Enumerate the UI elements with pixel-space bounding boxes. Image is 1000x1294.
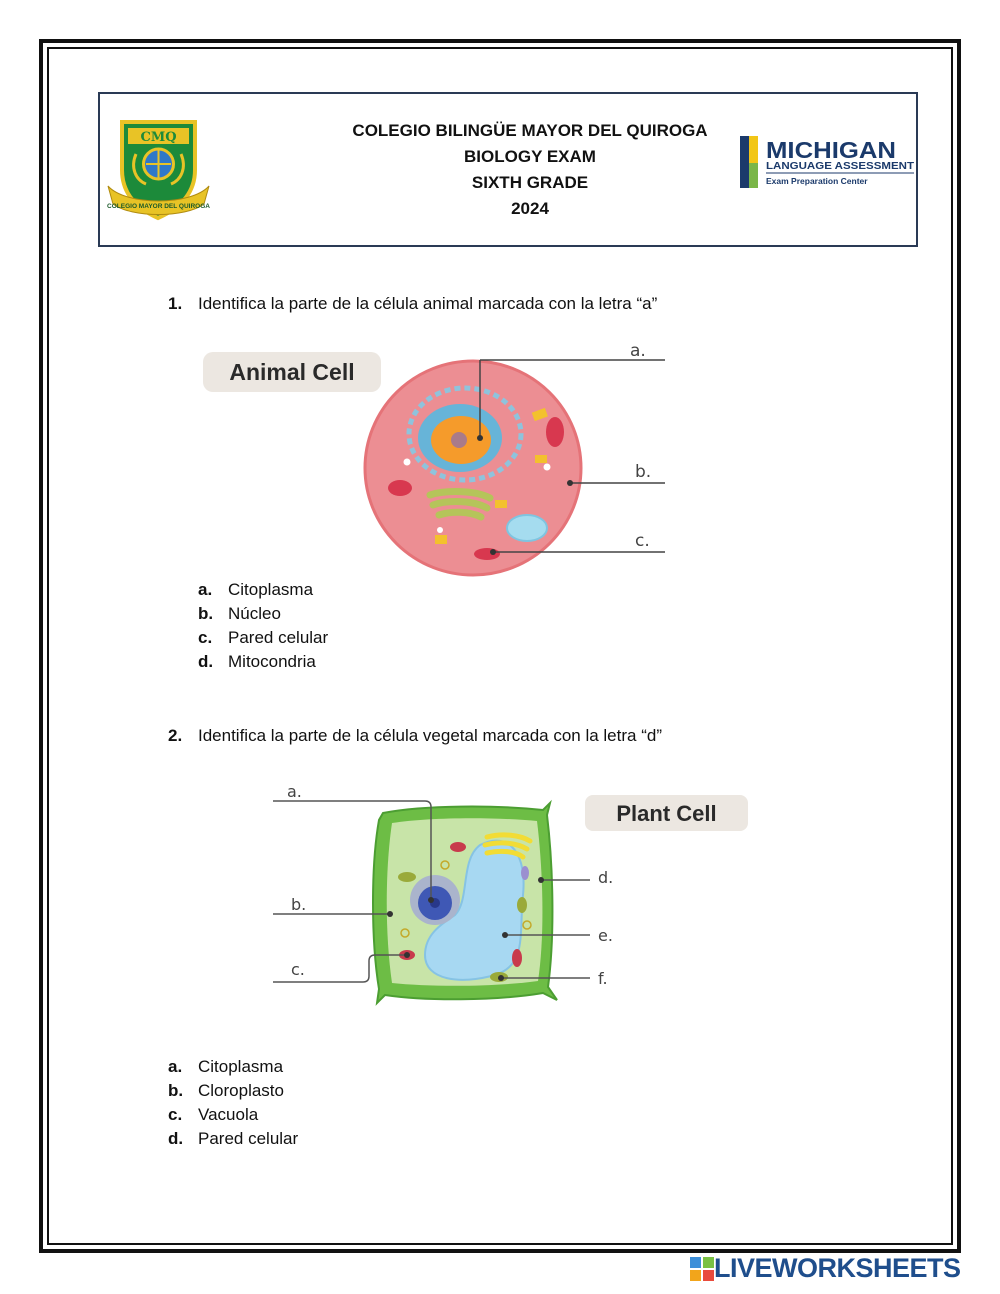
q1-option-a[interactable] — [198, 578, 328, 602]
q1-option-b[interactable] — [198, 602, 328, 626]
mitochondrion-1 — [546, 417, 564, 447]
q2-option-b-letter: b. — [168, 1081, 184, 1100]
q2-option-a-letter: a. — [168, 1057, 183, 1076]
school-crest-logo — [106, 118, 211, 226]
michigan-line1: MICHIGAN — [766, 137, 896, 163]
header-title-block — [250, 118, 810, 222]
animal-label-c: c. — [635, 531, 650, 551]
q1-option-a-letter: a. — [198, 580, 213, 599]
question-1-options — [198, 578, 328, 674]
plant-label-e: e. — [598, 926, 613, 945]
michigan-logo — [740, 136, 915, 190]
school-name: COLEGIO BILINGÜE MAYOR DEL QUIROGA — [352, 121, 708, 140]
plant-label-f: f. — [598, 969, 608, 988]
plant-label-d: d. — [598, 868, 614, 887]
vacuole — [507, 515, 547, 541]
grade-label: SIXTH GRADE — [471, 173, 589, 192]
animal-label-a: a. — [630, 341, 646, 361]
plant-cell-diagram — [265, 775, 765, 1015]
q1-option-a-text: Citoplasma — [228, 580, 314, 599]
q2-option-d-letter: d. — [168, 1129, 184, 1148]
exam-year: 2024 — [511, 199, 549, 218]
q1-option-c[interactable] — [198, 626, 328, 650]
mitochondrion-2 — [388, 480, 412, 496]
plant-label-b: b. — [291, 895, 307, 914]
nucleolus — [451, 432, 467, 448]
q1-option-b-letter: b. — [198, 604, 214, 623]
animal-cell-diagram — [195, 330, 675, 580]
michigan-line3: Exam Preparation Center — [766, 176, 868, 186]
question-1-text: Identifica la parte de la célula animal marcada con la letra “a” — [198, 294, 658, 313]
question-1 — [168, 292, 657, 316]
q2-option-d[interactable] — [168, 1127, 298, 1151]
liveworksheets-brand[interactable] — [690, 1253, 961, 1284]
question-1-number: 1. — [168, 294, 183, 313]
crest-letters: CMQ — [140, 130, 177, 145]
animal-cell-title: Animal Cell — [229, 359, 355, 385]
animal-label-b: b. — [635, 462, 652, 482]
q2-option-b[interactable] — [168, 1079, 298, 1103]
michigan-line2: LANGUAGE ASSESSMENT — [766, 160, 915, 172]
q1-option-c-text: Pared celular — [228, 628, 329, 647]
question-2-options — [168, 1055, 298, 1151]
plant-label-c: c. — [291, 960, 305, 979]
question-2-number: 2. — [168, 726, 183, 745]
q2-option-b-text: Cloroplasto — [198, 1081, 284, 1100]
plant-organelle-d — [521, 866, 529, 880]
crest-ribbon-text: COLEGIO MAYOR DEL QUIROGA — [107, 203, 210, 210]
question-2 — [168, 724, 662, 748]
q1-option-d[interactable] — [198, 650, 328, 674]
plant-cell-title: Plant Cell — [616, 801, 717, 826]
q2-option-c[interactable] — [168, 1103, 298, 1127]
mitochondrion-3 — [474, 548, 500, 560]
liveworksheets-icon — [690, 1257, 714, 1281]
q2-option-a-text: Citoplasma — [198, 1057, 284, 1076]
plant-label-a: a. — [287, 782, 302, 801]
q1-option-d-letter: d. — [198, 652, 214, 671]
question-2-text: Identifica la parte de la célula vegetal marcada con la letra “d” — [198, 726, 662, 745]
exam-name: BIOLOGY EXAM — [464, 147, 596, 166]
liveworksheets-text: LIVEWORKSHEETS — [714, 1253, 961, 1283]
q2-option-c-text: Vacuola — [198, 1105, 259, 1124]
q1-option-d-text: Mitocondria — [228, 652, 316, 671]
q1-option-b-text: Núcleo — [228, 604, 281, 623]
q2-option-a[interactable] — [168, 1055, 298, 1079]
q1-option-c-letter: c. — [198, 628, 213, 647]
q2-option-d-text: Pared celular — [198, 1129, 299, 1148]
q2-option-c-letter: c. — [168, 1105, 183, 1124]
